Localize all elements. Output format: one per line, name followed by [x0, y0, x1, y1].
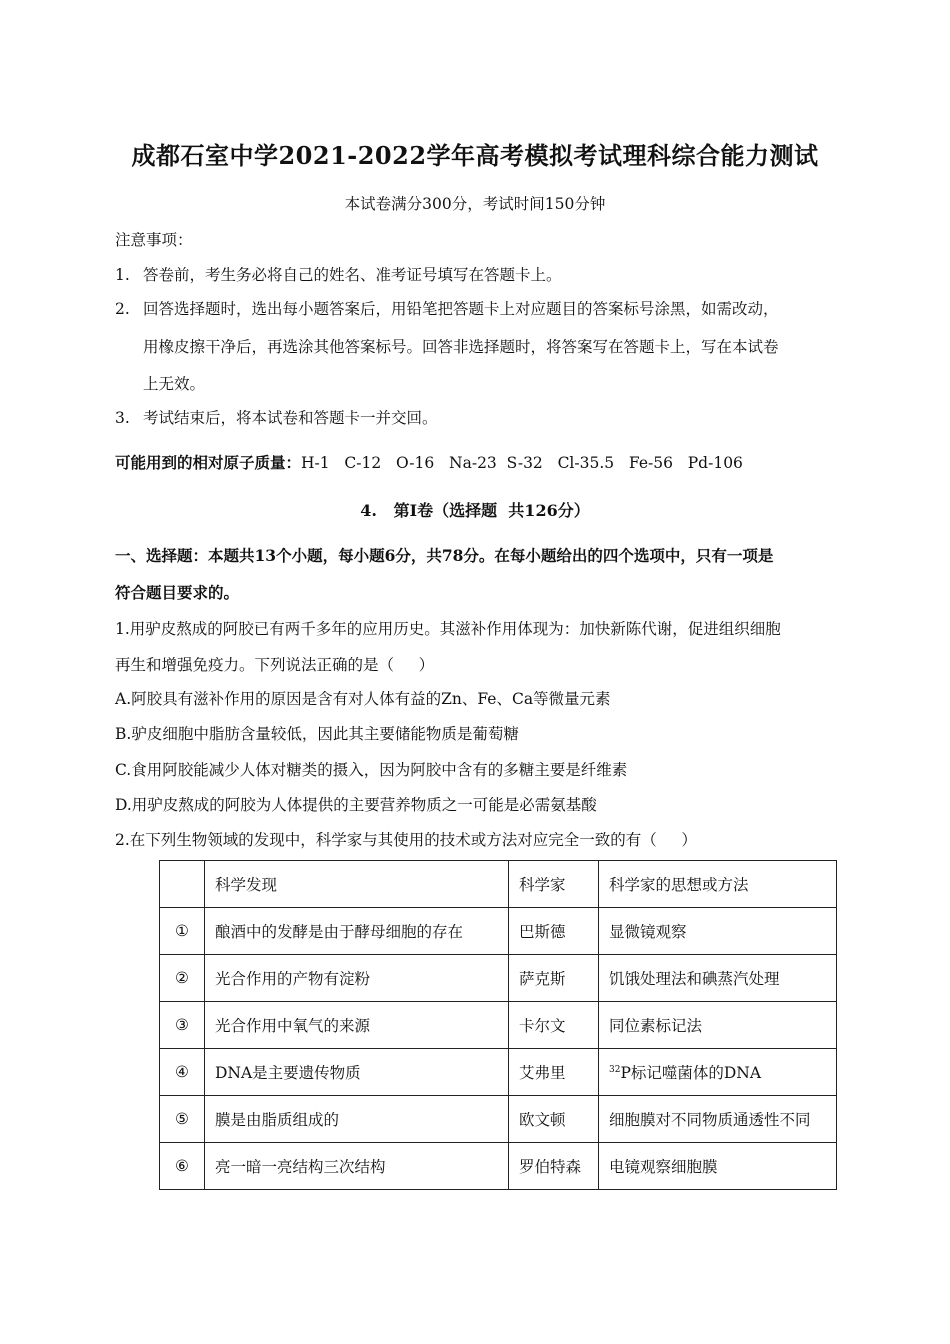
notice-item-text: 用橡皮擦干净后，再选涂其他答案标号。回答非选择题时，将答案写在答题卡上，写在本试卷 — [143, 338, 779, 356]
row-scientist: 欧文顿 — [509, 1096, 599, 1143]
table-row — [160, 1002, 837, 1049]
row-discovery: 亮一暗一亮结构三次结构 — [205, 1143, 509, 1190]
table-header-cell — [160, 861, 205, 908]
notice-item — [115, 299, 779, 319]
row-index: ① — [160, 908, 205, 955]
table-header-cell: 科学家的思想或方法 — [599, 861, 837, 908]
notice-item — [115, 337, 779, 357]
exam-subtitle: 本试卷满分300分，考试时间150分钟 — [344, 195, 606, 213]
row-method: 细胞膜对不同物质通透性不同 — [599, 1096, 837, 1143]
atomic-mass-line — [115, 453, 743, 473]
table-row — [160, 908, 837, 955]
row-scientist: 罗伯特森 — [509, 1143, 599, 1190]
notice-item — [115, 374, 205, 394]
atomic-mass-label: 可能用到的相对原子质量： — [115, 453, 302, 472]
row-method: 饥饿处理法和碘蒸汽处理 — [599, 955, 837, 1002]
row-scientist: 巴斯德 — [509, 908, 599, 955]
table-header-cell: 科学家 — [509, 861, 599, 908]
row-discovery: 酿酒中的发酵是由于酵母细胞的存在 — [205, 908, 509, 955]
science-discovery-table — [159, 860, 837, 1190]
table-row — [160, 1049, 837, 1096]
notice-item-number: 3. — [115, 409, 130, 427]
row-method: 显微镜观察 — [599, 908, 837, 955]
notice-item — [115, 265, 562, 285]
row-discovery: 膜是由脂质组成的 — [205, 1096, 509, 1143]
table-header-cell: 科学发现 — [205, 861, 509, 908]
row-scientist: 萨克斯 — [509, 955, 599, 1002]
notice-item-text: 回答选择题时，选出每小题答案后，用铅笔把答题卡上对应题目的答案标号涂黑，如需改动， — [143, 300, 779, 318]
row-discovery: 光合作用中氧气的来源 — [205, 1002, 509, 1049]
table-row — [160, 1143, 837, 1190]
row-index: ④ — [160, 1049, 205, 1096]
question-1-option-a: A.阿胶具有滋补作用的原因是含有对人体有益的Zn、Fe、Ca等微量元素 — [115, 690, 611, 708]
part-one-instructions-cont: 符合题目要求的。 — [115, 583, 240, 602]
row-method — [599, 1049, 837, 1096]
question-1-option-c: C.食用阿胶能减少人体对糖类的摄入，因为阿胶中含有的多糖主要是纤维素 — [115, 761, 628, 779]
notice-item-number: 2. — [115, 300, 130, 318]
notice-item-text: 答卷前，考生务必将自己的姓名、准考证号填写在答题卡上。 — [143, 266, 562, 284]
section-heading: 4. 第Ⅰ卷（选择题 共126分） — [360, 501, 590, 520]
table-row — [160, 1096, 837, 1143]
row-discovery: DNA是主要遗传物质 — [205, 1049, 509, 1096]
row-method-text: P标记噬菌体的DNA — [620, 1064, 762, 1082]
part-one-instructions: 一、选择题：本题共13个小题，每小题6分，共78分。在每小题给出的四个选项中，只有一项是 — [115, 546, 774, 565]
notice-item-text: 考试结束后，将本试卷和答题卡一并交回。 — [143, 409, 438, 427]
row-discovery: 光合作用的产物有淀粉 — [205, 955, 509, 1002]
question-1-option-b: B.驴皮细胞中脂肪含量较低，因此其主要储能物质是葡萄糖 — [115, 725, 519, 743]
exam-title: 成都石室中学2021-2022学年高考模拟考试理科综合能力测试 — [131, 141, 819, 170]
question-1-stem-cont: 再生和增强免疫力。下列说法正确的是（ ） — [115, 656, 435, 674]
row-index: ② — [160, 955, 205, 1002]
question-2-stem: 2.在下列生物领域的发现中，科学家与其使用的技术或方法对应完全一致的有（ ） — [115, 831, 697, 849]
row-index: ⑤ — [160, 1096, 205, 1143]
notice-item-number: 1. — [115, 266, 130, 284]
row-method: 电镜观察细胞膜 — [599, 1143, 837, 1190]
row-method: 同位素标记法 — [599, 1002, 837, 1049]
notice-heading: 注意事项： — [115, 231, 193, 249]
row-index: ③ — [160, 1002, 205, 1049]
question-1-stem: 1.用驴皮熬成的阿胶已有两千多年的应用历史。其滋补作用体现为：加快新陈代谢，促进组织细胞 — [115, 620, 781, 638]
question-1-option-d: D.用驴皮熬成的阿胶为人体提供的主要营养物质之一可能是必需氨基酸 — [115, 796, 597, 814]
row-scientist: 艾弗里 — [509, 1049, 599, 1096]
table-row — [160, 955, 837, 1002]
isotope-superscript: 32 — [609, 1064, 621, 1075]
notice-item — [115, 408, 438, 428]
row-scientist: 卡尔文 — [509, 1002, 599, 1049]
row-index: ⑥ — [160, 1143, 205, 1190]
notice-item-text: 上无效。 — [143, 375, 206, 393]
atomic-mass-values: H-1 C-12 O-16 Na-23 S-32 Cl-35.5 Fe-56 Pd-106 — [301, 454, 743, 472]
table-header-row — [160, 861, 837, 908]
